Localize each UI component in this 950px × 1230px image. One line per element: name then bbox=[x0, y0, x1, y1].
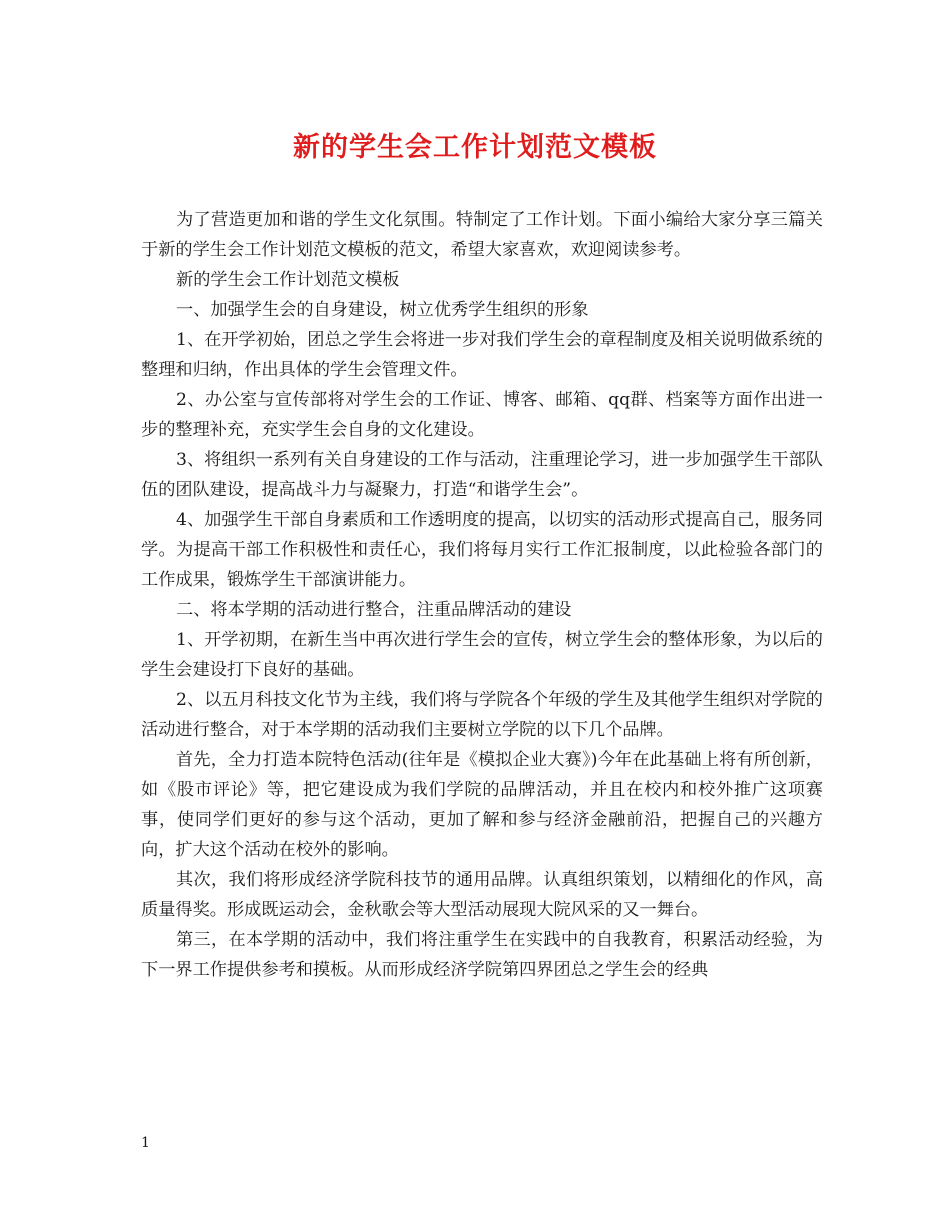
document-body bbox=[141, 205, 823, 985]
document-title: 新的学生会工作计划范文模板 bbox=[293, 132, 657, 163]
paragraph-item: 1、开学初期，在新生当中再次进行学生会的宣传，树立学生会的整体形象，为以后的学生会建设打下良好的基础。 bbox=[141, 630, 823, 680]
paragraph-item: 4、加强学生干部自身素质和工作透明度的提高，以切实的活动形式提高自己，服务同学。为提高干部工作积极性和责任心，我们将每月实行工作汇报制度，以此检验各部门的工作成果，锻炼学生干部演讲能力。 bbox=[141, 510, 823, 590]
paragraph-item: 首先，全力打造本院特色活动(往年是《模拟企业大赛》)今年在此基础上将有所创新，如《股市评论》等，把它建设成为我们学院的品牌活动，并且在校内和校外推广这项赛事，使同学们更好的参与这个活动，更加了解和参与经济金融前沿，把握自己的兴趣方向，扩大这个活动在校外的影响。 bbox=[141, 750, 823, 860]
paragraph-item: 3、将组织一系列有关自身建设的工作与活动，注重理论学习，进一步加强学生干部队伍的团队建设，提高战斗力与凝聚力，打造“和谐学生会”。 bbox=[141, 450, 823, 500]
paragraph-item: 1、在开学初始，团总之学生会将进一步对我们学生会的章程制度及相关说明做系统的整理和归纳，作出具体的学生会管理文件。 bbox=[141, 330, 823, 380]
paragraph-subtitle: 新的学生会工作计划范文模板 bbox=[176, 270, 400, 290]
paragraph-intro: 为了营造更加和谐的学生文化氛围。特制定了工作计划。下面小编给大家分享三篇关于新的学生会工作计划范文模板的范文，希望大家喜欢，欢迎阅读参考。 bbox=[141, 210, 823, 260]
section-heading-2: 二、将本学期的活动进行整合，注重品牌活动的建设 bbox=[176, 600, 572, 620]
paragraph-item: 2、以五月科技文化节为主线，我们将与学院各个年级的学生及其他学生组织对学院的活动进行整合，对于本学期的活动我们主要树立学院的以下几个品牌。 bbox=[141, 690, 823, 740]
page-number: 1 bbox=[141, 1135, 150, 1151]
paragraph-item: 第三，在本学期的活动中，我们将注重学生在实践中的自我教育，积累活动经验，为下一界工作提供参考和摸板。从而形成经济学院第四界团总之学生会的经典 bbox=[141, 930, 823, 980]
paragraph-item: 其次，我们将形成经济学院科技节的通用品牌。认真组织策划，以精细化的作风，高质量得奖。形成既运动会，金秋歌会等大型活动展现大院风采的又一舞台。 bbox=[141, 870, 823, 920]
paragraph-item: 2、办公室与宣传部将对学生会的工作证、博客、邮箱、qq群、档案等方面作出进一步的整理补充，充实学生会自身的文化建设。 bbox=[141, 390, 823, 440]
section-heading-1: 一、加强学生会的自身建设，树立优秀学生组织的形象 bbox=[176, 300, 589, 320]
